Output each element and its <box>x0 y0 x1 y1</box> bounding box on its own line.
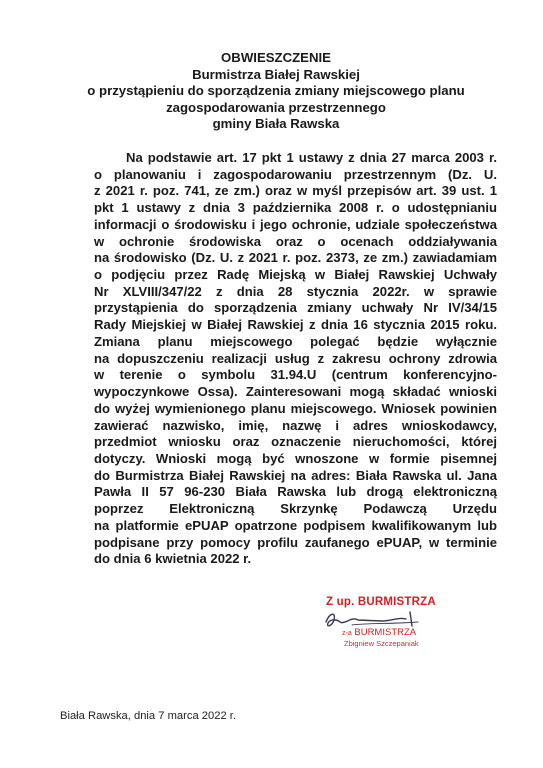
body-line: informacji o środowisku i jego ochronie, udziale społeczeństwa <box>94 216 497 232</box>
body-line: do Burmistrza Białej Rawskiej na adres: Biała Rawska ul. Jana <box>94 467 497 483</box>
body-line: przedmiot wniosku oraz oznaczenie nieruchomości, której <box>94 434 497 450</box>
body-line: Rady Miejskiej w Białej Rawskiej z dnia 16 stycznia 2015 roku. <box>94 317 497 333</box>
heading-issuer: Burmistrza Białej Rawskiej <box>192 66 360 82</box>
heading-subject-line-1: o przystąpieniu do sporządzenia zmiany miejscowego planu <box>87 83 465 98</box>
body-line: w terenie o symbolu 31.94.U (centrum konferencyjno- <box>94 367 497 383</box>
body-line: na platformie ePUAP opatrzone podpisem kwalifikowanym lub <box>94 517 497 533</box>
announcement-body <box>94 150 497 568</box>
body-line: przystąpienia do sporządzenia zmiany uchwały Nr IV/34/15 <box>94 300 497 316</box>
signature-stamp <box>322 596 462 656</box>
body-line: Na podstawie art. 17 pkt 1 ustawy z dnia 27 marca 2003 r. <box>126 150 497 165</box>
stamp-office: z-a BURMISTRZA <box>342 627 417 638</box>
document-heading <box>60 50 492 133</box>
body-line: do wyżej wymienionego planu miejscowego. Wniosek powinien <box>94 400 497 416</box>
body-line: Nr XLVIII/347/22 z dnia 28 stycznia 2022r. w sprawie <box>94 283 497 299</box>
body-line: na środowisko (Dz. U. z 2021 r. poz. 2373, ze zm.) zawiadamiam <box>94 250 497 266</box>
body-line: na dopuszczeniu realizacji usług z zakresu ochrony zdrowia <box>94 350 497 366</box>
body-line: pkt 1 ustawy z dnia 3 października 2008 r. o udostępnianiu <box>94 200 497 216</box>
body-line: poprzez Elektroniczną Skrzynkę Podawczą Urzędu <box>94 501 497 517</box>
body-line: podpisane przy pomocy profilu zaufanego ePUAP, w terminie <box>94 534 497 550</box>
body-line: w ochronie środowiska oraz o ocenach oddziaływania <box>94 233 497 249</box>
body-line: dotyczy. Wnioski mogą być wnoszone w formie pisemnej <box>94 450 497 466</box>
body-line: Pawła II 57 96-230 Biała Rawska lub drogą elektroniczną <box>94 484 497 500</box>
body-line: do dnia 6 kwietnia 2022 r. <box>94 551 252 567</box>
heading-subject-line-3: gminy Biała Rawska <box>212 116 340 131</box>
stamp-name: Zbigniew Szczepaniak <box>344 639 419 648</box>
body-line: z 2021 r. poz. 741, ze zm.) oraz w myśl przepisów art. 39 ust. 1 <box>94 183 497 199</box>
stamp-title: Z up. BURMISTRZA <box>326 596 436 608</box>
body-line: Zmiana planu miejscowego polegać będzie wyłącznie <box>94 333 497 349</box>
heading-title: OBWIESZCZENIE <box>221 50 331 65</box>
body-line: o planowaniu i zagospodarowaniu przestrzennym (Dz. U. <box>94 166 497 182</box>
heading-subject-line-2: zagospodarowania przestrzennego <box>166 99 386 115</box>
place-and-date: Biała Rawska, dnia 7 marca 2022 r. <box>60 710 236 722</box>
body-line: zawierać nazwisko, imię, nazwę i adres wnioskodawcy, <box>94 417 497 433</box>
body-line: wypoczynkowe Ossa). Zainteresowani mogą składać wnioski <box>94 384 497 400</box>
body-line: o podjęciu przez Radę Miejską w Białej Rawskiej Uchwały <box>94 267 497 283</box>
